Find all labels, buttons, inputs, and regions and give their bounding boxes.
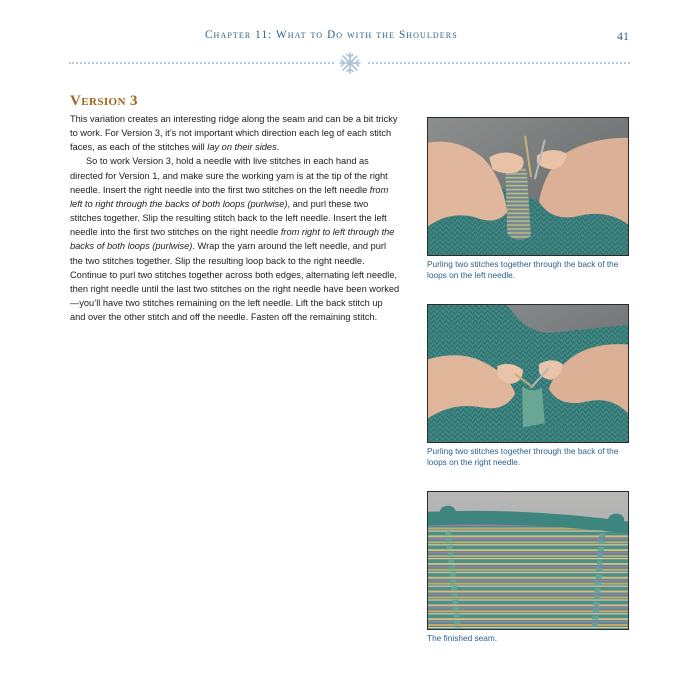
- photo-finished-seam: [427, 491, 629, 630]
- body-text: [70, 112, 400, 324]
- caption-figure-1: Purling two stitches together through the back of the loops on the left needle.: [427, 259, 619, 281]
- running-head: Chapter 11: What to Do with the Shoulders: [205, 29, 458, 41]
- caption-figure-3: The finished seam.: [427, 633, 498, 643]
- caption-figure-2: Purling two stitches together through the back of the loops on the right needle.: [427, 446, 619, 468]
- section-heading: Version 3: [70, 93, 138, 109]
- photo-purling-left-needle: [427, 117, 629, 256]
- header-divider-right: [368, 62, 630, 64]
- page-number: 41: [617, 29, 629, 43]
- photo-purling-right-needle: [427, 304, 629, 443]
- paragraph-1: This variation creates an interesting ridge along the seam and can be a bit tricky to work. For Version 3, it’s not important which direction each leg of each stitch faces, as each of the stitches will lay on their sides.: [70, 114, 398, 153]
- paragraph-2: So to work Version 3, hold a needle with live stitches in each hand as directed for Version 1, and make sure the working yarn is at the tip of the right needle. Insert the right needle into the first two stitches on the left needle from left to right through the backs of both loops (purlwise), and purl these two stitches together. Slip the resulting stitch back to the left needle. Insert the left needle into the first two stitches on the right needle from right to left through the backs of both loops (purlwise). Wrap the yarn around the left needle, and purl the two stitches together. Slip the resulting loop back to the right needle. Continue to purl two stitches together across both edges, alternating left needle, then right needle until the last two stitches on the right needle have been worked—you’ll have two stitches remaining on the left needle. Lift the back stitch up and over the other stitch and off the needle. Fasten off the remaining stitch.: [70, 156, 400, 323]
- header-divider-left: [69, 62, 334, 64]
- snowflake-icon: [339, 52, 361, 74]
